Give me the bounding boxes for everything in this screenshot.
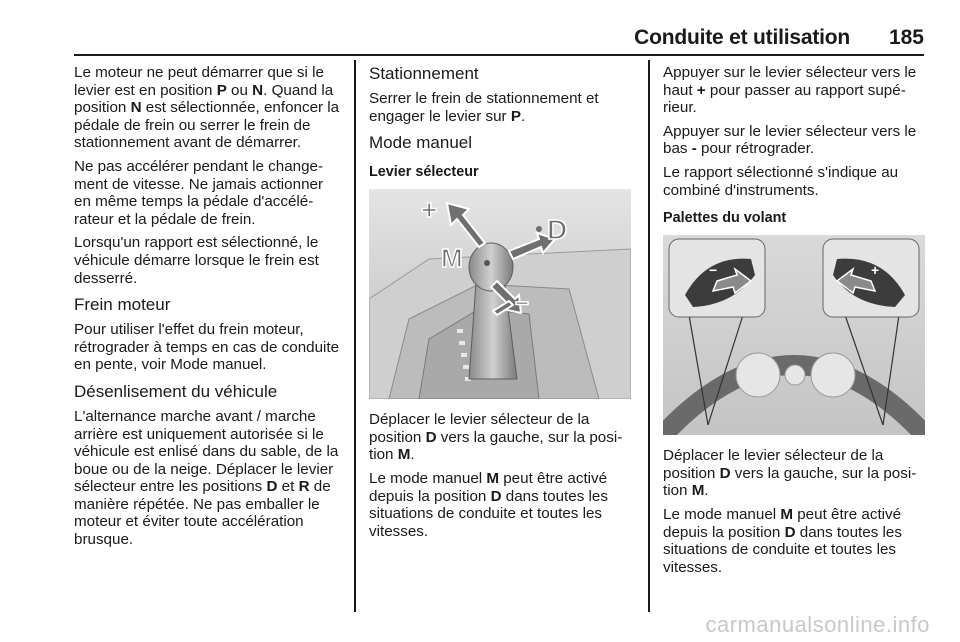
paragraph: Déplacer le levier sélecteur de la position D vers la gauche, sur la position M. <box>663 447 917 500</box>
paragraph: Le moteur ne peut démarrer que si le levier est en position P ou N. Quand la position N est sélectionnée, enfoncer la pédale de frein ou serrer le frein de stationnement avant de démarrer. <box>74 64 340 152</box>
header-rule <box>74 54 924 56</box>
section-heading-frein-moteur: Frein moteur <box>74 295 171 315</box>
paragraph: Lorsqu'un rapport est sélectionné, le véhicule démarre lorsque le frein est desserré. <box>74 234 319 287</box>
paragraph: Le mode manuel M peut être activé depuis la position D dans toutes les situations de conduite et toutes les vitesses. <box>663 505 902 576</box>
chapter-title: Conduite et utilisation <box>634 26 850 49</box>
page-header <box>0 0 960 56</box>
plus-label: + <box>421 194 438 226</box>
minus-label: − <box>515 290 530 318</box>
column-3 <box>663 64 929 582</box>
drive-label: D <box>547 214 568 246</box>
paddle-plus-label: + <box>871 262 880 279</box>
column-divider-2 <box>648 60 650 612</box>
column-1 <box>74 64 342 555</box>
paragraph: Ne pas accélérer pendant le changement de vitesse. Ne jamais actionner en même temps la pédale d'accélérateur et la pédale de frein. <box>74 157 324 228</box>
paragraph: Le rapport sélectionné s'indique au combiné d'instruments. <box>663 163 899 199</box>
watermark: carmanualsonline.info <box>705 612 930 637</box>
paragraph: Serrer le frein de stationnement et engager le levier sur P. <box>369 90 599 125</box>
column-2 <box>369 64 633 546</box>
section-heading-stationnement: Stationnement <box>369 64 479 83</box>
manual-label: M <box>441 243 463 274</box>
paragraph: Appuyer sur le levier sélecteur vers le haut + pour passer au rapport supérieur. <box>663 64 917 117</box>
gear-lever-illustration <box>369 189 631 399</box>
subheading-palettes-du-volant: Palettes du volant <box>663 210 787 227</box>
paragraph: Déplacer le levier sélecteur de la position D vers la gauche, sur la position M. <box>369 411 623 464</box>
paddle-minus-label: − <box>709 262 718 279</box>
paragraph: L'alternance marche avant / marche arrière est uniquement autorisée si le véhicule est enlisé dans du sable, de la boue ou de la neige. Déplacer le levier sélecteur entre les positions D et R de manière répétée. Ne pas emballer le moteur et éviter toute accélération brusque. <box>74 407 339 549</box>
paragraph: Le mode manuel M peut être activé depuis la position D dans toutes les situations de conduite et toutes les vitesses. <box>369 469 608 540</box>
steering-wheel-paddles-illustration <box>663 235 925 435</box>
section-heading-mode-manuel: Mode manuel <box>369 133 473 153</box>
paragraph: Appuyer sur le levier sélecteur vers le bas - pour rétrograder. <box>663 122 917 158</box>
section-heading-desenlisement: Désenlisement du véhicule <box>74 381 278 401</box>
subheading-levier-selecteur: Levier sélecteur <box>369 164 479 181</box>
column-divider-1 <box>354 60 356 612</box>
page-number: 185 <box>888 26 924 49</box>
paragraph: Pour utiliser l'effet du frein moteur, rétrograder à temps en cas de conduite en pente, voir Mode manuel. <box>74 321 340 374</box>
